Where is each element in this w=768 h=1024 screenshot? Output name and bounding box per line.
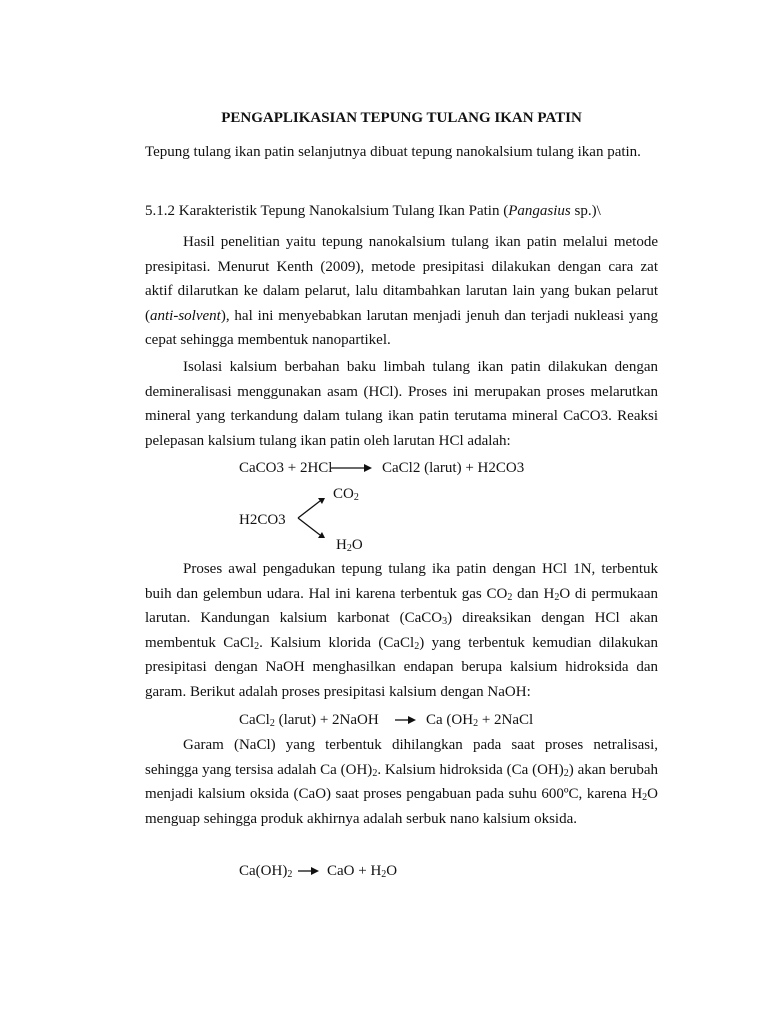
subscript: 2 xyxy=(254,640,260,652)
paragraph-isolasi: Isolasi kalsium berbahan baku limbah tulang ikan patin dilakukan dengan demineralisasi menggunakan asam (HCl). Proses ini merupakan proses melarutkan mineral yang terkandung dalam tulang ikan patin terutama mineral CaCO3. Reaksi pelepasan kalsium tulang ikan patin oleh larutan HCl adalah: xyxy=(145,359,658,449)
formula-text: CO xyxy=(333,486,354,502)
formula-text: + 2NaCl xyxy=(478,712,534,728)
formula-subscript: 2 xyxy=(353,492,359,503)
formula-text: Ca (OH xyxy=(426,712,474,728)
formula-text: CaO + H xyxy=(327,863,382,879)
branch-reactant-h2co3: H2CO3 xyxy=(239,512,286,528)
formula-subscript: 2 xyxy=(346,543,352,554)
section-heading xyxy=(145,199,658,224)
equation-3-left xyxy=(239,861,292,881)
equation-3-right xyxy=(327,861,397,881)
section-heading-tail: sp.)\ xyxy=(570,203,601,219)
paragraph-text: ) direaksikan dengan HCl akan membentuk CaCl xyxy=(145,610,658,651)
equation-2-right xyxy=(426,710,533,730)
section-heading-text: Karakteristik Tepung Nanokalsium Tulang Ikan Patin ( xyxy=(178,203,509,219)
page-title: PENGAPLIKASIAN TEPUNG TULANG IKAN PATIN xyxy=(221,110,582,126)
arrow-right-icon xyxy=(330,461,374,475)
subscript: 2 xyxy=(414,640,420,652)
equation-2-left xyxy=(239,710,379,730)
formula-text: O xyxy=(386,863,398,879)
paragraph-text: Proses awal pengadukan tepung tulang ika patin dengan HCl 1N, terbentuk buih dan gelembun udara. Hal ini karena terbentuk gas CO xyxy=(145,561,658,602)
formula-text: CaCl xyxy=(239,712,270,728)
formula-subscript: 2 xyxy=(381,869,387,880)
arrow-right-icon xyxy=(394,713,418,727)
formula-text: Ca(OH) xyxy=(239,863,288,879)
paragraph-text: Garam (NaCl) yang terbentuk dihilangkan pada saat proses netralisasi, sehingga yang tersisa adalah Ca (OH) xyxy=(145,737,658,778)
paragraph-text: ) akan berubah menjadi kalsium oksida (CaO) saat proses pengabuan pada suhu 600ºC, karena H xyxy=(145,761,659,803)
paragraph-proses-awal xyxy=(145,557,658,705)
paragraph-text: dan H xyxy=(512,585,555,602)
subscript: 2 xyxy=(372,767,378,779)
formula-subscript: 2 xyxy=(269,718,275,729)
paragraph-text: ), hal ini menyebabkan larutan menjadi jenuh dan terjadi nukleasi yang cepat sehingga membentuk nanopartikel. xyxy=(145,307,658,349)
paragraph-text: Hasil penelitian yaitu tepung nanokalsium tulang ikan patin melalui metode presipitasi. Menurut Kenth (2009), metode presipitasi dilakukan dengan cara zat aktif dilarutkan ke dalam pelarut, lalu ditambahkan larutan lain yang bukan pelarut ( xyxy=(145,234,658,324)
subscript: 3 xyxy=(442,616,448,628)
paragraph-italic: anti-solvent xyxy=(150,307,221,324)
formula-text: O xyxy=(351,537,363,553)
intro-paragraph: Tepung tulang ikan patin selanjutnya dibuat tepung nanokalsium tulang ikan patin. xyxy=(145,144,641,160)
subscript: 2 xyxy=(554,591,560,603)
paragraph-text: O di permukaan larutan. Kandungan kalsium karbonat (CaCO xyxy=(145,585,658,627)
subscript: 2 xyxy=(563,767,569,779)
arrow-right-icon xyxy=(297,864,321,878)
formula-subscript: 2 xyxy=(473,718,479,729)
branch-arrows-icon xyxy=(294,496,328,540)
paragraph-text: ) yang terbentuk kemudian dilakukan presipitasi dengan NaOH menghasilkan endapan berupa kalsium hidroksida dan garam. Berikut adalah proses presipitasi kalsium dengan NaOH: xyxy=(145,634,658,700)
subscript: 2 xyxy=(642,792,648,804)
paragraph-presipitasi xyxy=(145,230,658,353)
formula-text: H xyxy=(336,537,347,553)
paragraph-garam xyxy=(145,733,658,831)
equation-1-right: CaCl2 (larut) + H2CO3 xyxy=(382,460,525,476)
subscript: 2 xyxy=(507,591,513,603)
branch-product-h2o xyxy=(336,535,363,555)
section-number: 5.1.2 xyxy=(145,203,175,219)
branch-product-co2 xyxy=(333,484,359,504)
formula-text: (larut) + 2NaOH xyxy=(274,712,379,728)
paragraph-text: . Kalsium klorida (CaCl xyxy=(259,634,415,651)
paragraph-text: . Kalsium hidroksida (Ca (OH) xyxy=(377,761,564,778)
section-heading-italic: Pangasius xyxy=(508,203,571,219)
equation-1-left: CaCO3 + 2HCl xyxy=(239,460,333,476)
paragraph-text: O menguap sehingga produk akhirnya adalah serbuk nano kalsium oksida. xyxy=(145,786,658,827)
formula-subscript: 2 xyxy=(287,869,293,880)
